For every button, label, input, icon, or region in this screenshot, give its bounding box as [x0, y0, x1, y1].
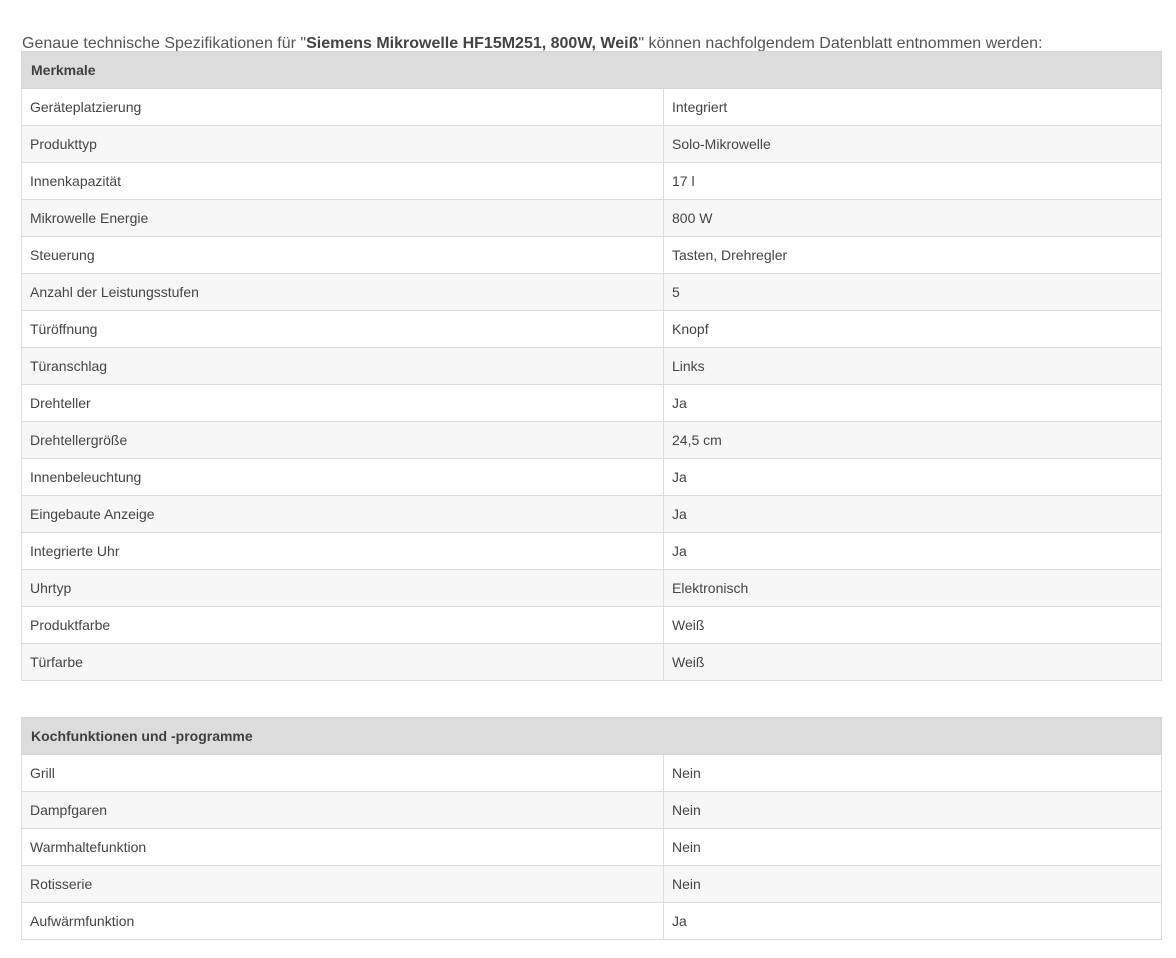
table-row: [22, 644, 1162, 681]
table-row: [22, 459, 1162, 496]
spec-value: Nein: [664, 755, 1162, 792]
spec-value: Ja: [664, 459, 1162, 496]
table-row: [22, 200, 1162, 237]
spec-value: Nein: [664, 792, 1162, 829]
spec-label: Innenbeleuchtung: [22, 459, 664, 496]
spec-label: Steuerung: [22, 237, 664, 274]
spec-table-kochfunktionen: [21, 717, 1162, 940]
spec-label: Drehteller: [22, 385, 664, 422]
spec-label: Mikrowelle Energie: [22, 200, 664, 237]
table-row: [22, 533, 1162, 570]
spec-value: Ja: [664, 533, 1162, 570]
table-row: [22, 89, 1162, 126]
table-row: [22, 422, 1162, 459]
spec-label: Türöffnung: [22, 311, 664, 348]
table-row: [22, 348, 1162, 385]
spec-value: Links: [664, 348, 1162, 385]
spec-value: Knopf: [664, 311, 1162, 348]
table-row: [22, 126, 1162, 163]
spec-value: 5: [664, 274, 1162, 311]
table-header: Merkmale: [22, 52, 1162, 89]
spec-value: Solo-Mikrowelle: [664, 126, 1162, 163]
spec-value: Weiß: [664, 607, 1162, 644]
spec-label: Uhrtyp: [22, 570, 664, 607]
spec-label: Integrierte Uhr: [22, 533, 664, 570]
spec-label: Drehtellergröße: [22, 422, 664, 459]
table-row: [22, 570, 1162, 607]
spec-value: 17 l: [664, 163, 1162, 200]
table-row: [22, 237, 1162, 274]
table-row: [22, 496, 1162, 533]
table-row: [22, 829, 1162, 866]
table-row: [22, 311, 1162, 348]
spec-label: Türanschlag: [22, 348, 664, 385]
spec-label: Rotisserie: [22, 866, 664, 903]
table-body: [22, 755, 1162, 940]
spec-value: Nein: [664, 866, 1162, 903]
spec-value: Ja: [664, 903, 1162, 940]
table-row: [22, 385, 1162, 422]
spec-value: Ja: [664, 496, 1162, 533]
table-body: [22, 89, 1162, 681]
table-row: [22, 755, 1162, 792]
spec-label: Türfarbe: [22, 644, 664, 681]
table-row: [22, 792, 1162, 829]
intro-prefix: Genaue technische Spezifikationen für ": [22, 35, 307, 52]
spec-label: Warmhaltefunktion: [22, 829, 664, 866]
table-row: [22, 607, 1162, 644]
spec-label: Aufwärmfunktion: [22, 903, 664, 940]
table-row: [22, 163, 1162, 200]
spec-label: Dampfgaren: [22, 792, 664, 829]
spec-value: Weiß: [664, 644, 1162, 681]
spec-label: Anzahl der Leistungsstufen: [22, 274, 664, 311]
product-name: Siemens Mikrowelle HF15M251, 800W, Weiß: [306, 35, 639, 52]
table-header-row: [22, 718, 1162, 755]
spec-value: Ja: [664, 385, 1162, 422]
spec-value: Nein: [664, 829, 1162, 866]
table-header: Kochfunktionen und -programme: [22, 718, 1162, 755]
spec-label: Eingebaute Anzeige: [22, 496, 664, 533]
spec-value: 800 W: [664, 200, 1162, 237]
spec-label: Grill: [22, 755, 664, 792]
spec-label: Geräteplatzierung: [22, 89, 664, 126]
spec-value: Tasten, Drehregler: [664, 237, 1162, 274]
spec-label: Innenkapazität: [22, 163, 664, 200]
spec-value: Elektronisch: [664, 570, 1162, 607]
spec-label: Produktfarbe: [22, 607, 664, 644]
table-row: [22, 903, 1162, 940]
table-header-row: [22, 52, 1162, 89]
spec-value: Integriert: [664, 89, 1162, 126]
spec-label: Produkttyp: [22, 126, 664, 163]
intro-suffix: " können nachfolgendem Datenblatt entnommen werden:: [638, 35, 1043, 52]
table-row: [22, 866, 1162, 903]
spec-value: 24,5 cm: [664, 422, 1162, 459]
spec-table-merkmale: [21, 51, 1162, 681]
table-row: [22, 274, 1162, 311]
